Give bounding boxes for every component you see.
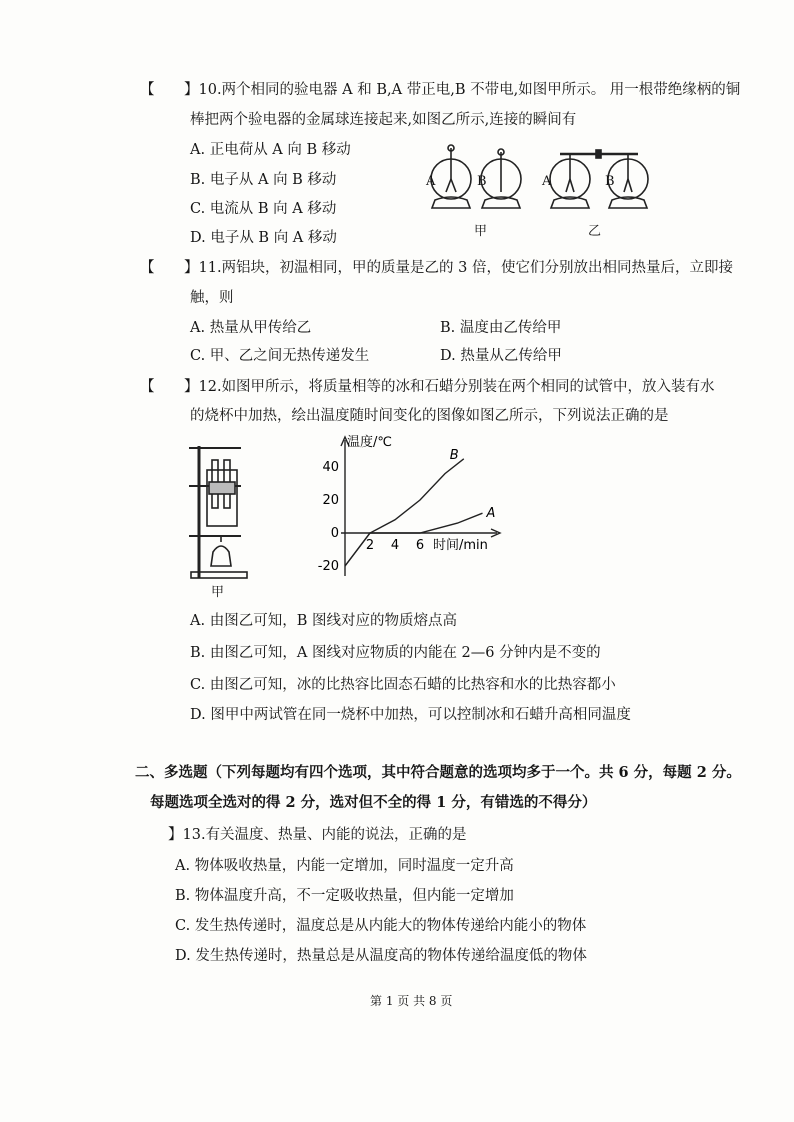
y-axis-label: 温度/℃ (347, 435, 392, 450)
heating-apparatus-diagram (185, 440, 255, 585)
series-a-label: A (486, 506, 496, 522)
label-yi: 乙 (588, 224, 602, 239)
q10-option-d: D. 电子从 B 向 A 移动 (190, 230, 337, 246)
q11-option-c: C. 甲、乙之间无热传递发生 (190, 348, 370, 364)
label-jia: 甲 (211, 585, 225, 600)
x-tick-label: 2 (365, 538, 375, 553)
q11-stem-line2: 触，则 (190, 290, 234, 306)
q11-option-b: B. 温度由乙传给甲 (440, 320, 562, 336)
q11-stem-line1: 【 】11.两铝块，初温相同，甲的质量是乙的 3 倍，使它们分别放出相同热量后，立即接 (140, 260, 734, 276)
electroscope-diagram (420, 140, 650, 240)
y-tick-label: 20 (322, 493, 339, 508)
label-jia: 甲 (474, 224, 488, 239)
x-tick-label: 6 (415, 538, 425, 553)
q12-option-c: C. 由图乙可知，冰的比热容比固态石蜡的比热容和水的比热容都小 (190, 677, 616, 693)
x-axis-label: 时间/min (433, 538, 488, 553)
q10-option-b: B. 电子从 A 向 B 移动 (190, 172, 337, 188)
q13-option-a: A. 物体吸收热量，内能一定增加，同时温度一定升高 (175, 858, 514, 874)
series-b-label: B (449, 447, 459, 463)
q12-apparatus-figure (185, 440, 255, 600)
y-tick-label: 40 (322, 460, 339, 475)
q10-stem-line1: 【 】10.两个相同的验电器 A 和 B,A 带正电,B 不带电,如图甲所示。 用一根带绝缘柄的铜 (140, 82, 741, 98)
q13-stem: 】13.有关温度、热量、内能的说法，正确的是 (168, 827, 467, 843)
y-tick-label: -20 (317, 559, 339, 574)
section2-title-line1: 二、多选题（下列每题均有四个选项，其中符合题意的选项均多于一个。共 6 分，每题 2 分。 (135, 764, 741, 781)
q12-temperature-chart (305, 434, 515, 584)
temperature-time-chart (305, 434, 515, 584)
q12-stem-line2: 的烧杯中加热，绘出温度随时间变化的图像如图乙所示，下列说法正确的是 (190, 408, 669, 424)
q10-option-c: C. 电流从 B 向 A 移动 (190, 201, 337, 217)
page-footer: 第 1 页 共 8 页 (370, 994, 453, 1008)
q11-option-d: D. 热量从乙传给甲 (440, 348, 562, 364)
section2-title-line2: 每题选项全选对的得 2 分，选对但不全的得 1 分，有错选的不得分） (150, 794, 597, 811)
label-a2: A (542, 174, 552, 189)
label-b: B (477, 174, 487, 189)
q12-stem-line1: 【 】12.如图甲所示，将质量相等的冰和石蜡分别装在两个相同的试管中，放入装有水 (140, 379, 715, 395)
x-tick-label: 4 (390, 538, 400, 553)
q13-option-b: B. 物体温度升高，不一定吸收热量，但内能一定增加 (175, 888, 514, 904)
q10-electroscope-figure (420, 140, 650, 240)
q13-option-d: D. 发生热传递时，热量总是从温度高的物体传递给温度低的物体 (175, 948, 587, 964)
y-tick-label: 0 (330, 526, 339, 541)
q10-option-a: A. 正电荷从 A 向 B 移动 (190, 142, 351, 158)
q10-stem-line2: 棒把两个验电器的金属球连接起来,如图乙所示,连接的瞬间有 (190, 112, 577, 128)
q11-option-a: A. 热量从甲传给乙 (190, 320, 312, 336)
q13-option-c: C. 发生热传递时，温度总是从内能大的物体传递给内能小的物体 (175, 918, 587, 934)
q12-option-d: D. 图甲中两试管在同一烧杯中加热，可以控制冰和石蜡升高相同温度 (190, 707, 631, 723)
answer-bracket: 【 (140, 379, 155, 395)
label-a: A (426, 174, 436, 189)
answer-bracket: 【 (140, 260, 155, 276)
q12-option-a: A. 由图乙可知，B 图线对应的物质熔点高 (190, 613, 457, 629)
answer-bracket: 【 (140, 82, 155, 98)
q12-option-b: B. 由图乙可知，A 图线对应物质的内能在 2—6 分钟内是不变的 (190, 645, 601, 661)
label-b2: B (605, 174, 615, 189)
